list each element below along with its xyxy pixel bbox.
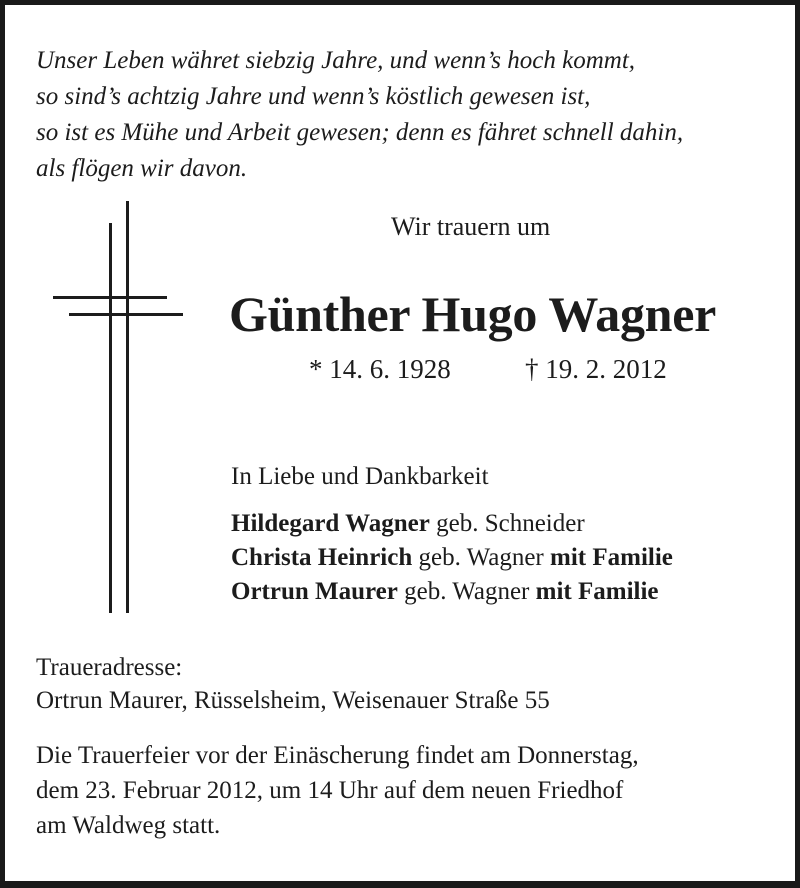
mourning-address <box>36 651 550 717</box>
notice-line: dem 23. Februar 2012, um 14 Uhr auf dem neuen Friedhof <box>36 777 624 804</box>
mourner-line <box>231 575 673 609</box>
cross-horizontal-bar-upper <box>53 296 167 299</box>
birth-date: * 14. 6. 1928 <box>309 354 451 384</box>
notice-line: am Waldweg statt. <box>36 812 221 839</box>
mourner-family-suffix: mit Familie <box>550 544 673 571</box>
mourning-heading: Wir trauern um <box>391 212 551 241</box>
address-label: Traueradresse: <box>36 654 183 681</box>
cross-vertical-bar-right <box>126 201 129 613</box>
address-value: Ortrun Maurer, Rüsselsheim, Weisenauer Straße 55 <box>36 687 550 714</box>
mourner-name: Hildegard Wagner <box>231 510 430 537</box>
mourner-maiden-name: geb. Wagner <box>404 578 530 605</box>
death-date: † 19. 2. 2012 <box>525 354 667 384</box>
verse-line: so sind’s achtzig Jahre und wenn’s köstlich gewesen ist, <box>36 83 591 110</box>
mourners-list <box>231 507 673 609</box>
mourner-line <box>231 507 673 541</box>
verse-line: so ist es Mühe und Arbeit gewesen; denn es fähret schnell dahin, <box>36 119 684 146</box>
verse-line: Unser Leben währet siebzig Jahre, und wenn’s hoch kommt, <box>36 47 636 74</box>
mourner-family-suffix: mit Familie <box>535 578 659 605</box>
cross-vertical-bar-left <box>109 223 112 613</box>
mourner-line <box>231 541 673 575</box>
cross-horizontal-bar-lower <box>69 313 183 316</box>
mourner-name: Ortrun Maurer <box>231 578 398 605</box>
obituary-card <box>5 5 795 881</box>
mourner-maiden-name: geb. Schneider <box>436 510 585 537</box>
deceased-name: Günther Hugo Wagner <box>229 286 716 342</box>
verse-line: als flögen wir davon. <box>36 155 248 182</box>
closing-phrase: In Liebe und Dankbarkeit <box>231 463 489 490</box>
notice-line: Die Trauerfeier vor der Einäscherung findet am Donnerstag, <box>36 742 639 769</box>
mourner-maiden-name: geb. Wagner <box>418 544 544 571</box>
cross-icon <box>5 5 205 625</box>
mourner-name: Christa Heinrich <box>231 544 413 571</box>
funeral-notice <box>36 738 639 843</box>
